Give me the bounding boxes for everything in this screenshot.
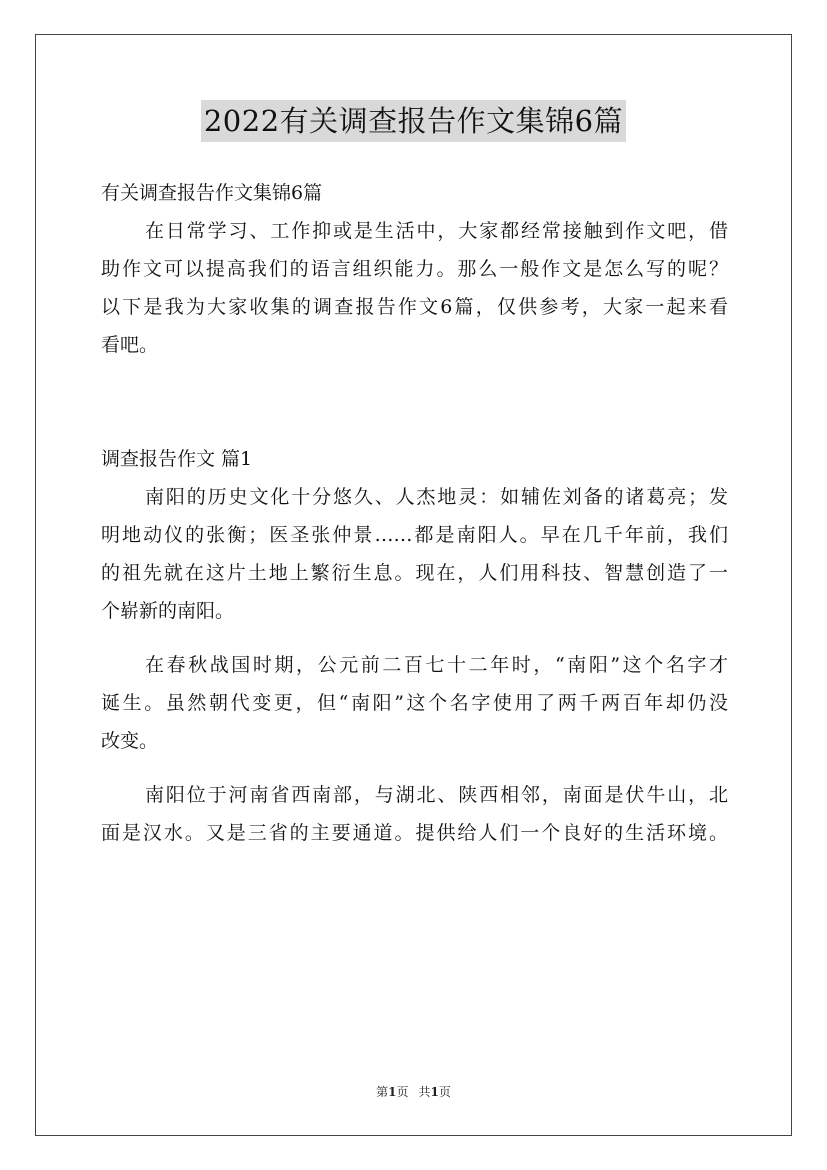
intro-paragraph bbox=[101, 212, 728, 364]
page-prefix: 第 bbox=[376, 1085, 389, 1099]
intro-line: 助作文可以提高我们的语言组织能力。那么一般作文是怎么写的呢？ bbox=[101, 258, 728, 280]
paragraph-line: 南阳的历史文化十分悠久、人杰地灵：如辅佐刘备的诸葛亮；发 bbox=[145, 486, 728, 508]
document-title: 2022有关调查报告作文集锦6篇 bbox=[201, 100, 626, 142]
paragraph-line: 的祖先就在这片土地上繁衍生息。现在，人们用科技、智慧创造了一 bbox=[101, 562, 728, 584]
paragraph-line: 面是汉水。又是三省的主要通道。提供给人们一个良好的生活环境。 bbox=[101, 822, 728, 844]
intro-line: 看吧。 bbox=[101, 334, 159, 356]
total-pages: 1 bbox=[430, 1085, 439, 1099]
paragraph-line: 明地动仪的张衡；医圣张仲景……都是南阳人。早在几千年前，我们 bbox=[101, 524, 728, 546]
page-number: 1 bbox=[388, 1085, 397, 1099]
total-suffix: 页 bbox=[438, 1085, 451, 1099]
page-footer bbox=[0, 1084, 827, 1100]
paragraph-1 bbox=[101, 478, 728, 630]
total-prefix: 共 bbox=[418, 1085, 431, 1099]
intro-line: 以下是我为大家收集的调查报告作文6篇，仅供参考，大家一起来看 bbox=[101, 296, 728, 318]
title-container bbox=[0, 100, 827, 142]
section-heading: 调查报告作文 篇1 bbox=[101, 448, 253, 470]
paragraph-2 bbox=[101, 646, 728, 760]
paragraph-line: 改变。 bbox=[101, 730, 159, 752]
paragraph-line: 在春秋战国时期，公元前二百七十二年时，“南阳”这个名字才 bbox=[145, 654, 728, 676]
paragraph-line: 诞生。虽然朝代变更，但“南阳”这个名字使用了两千两百年却仍没 bbox=[101, 692, 728, 714]
intro-line: 在日常学习、工作抑或是生活中，大家都经常接触到作文吧，借 bbox=[145, 220, 728, 242]
document-subtitle: 有关调查报告作文集锦6篇 bbox=[101, 182, 323, 204]
paragraph-line: 南阳位于河南省西南部，与湖北、陕西相邻，南面是伏牛山，北 bbox=[145, 784, 728, 806]
paragraph-3 bbox=[101, 776, 728, 852]
document-body bbox=[101, 174, 728, 852]
paragraph-line: 个崭新的南阳。 bbox=[101, 600, 235, 622]
page-suffix: 页 bbox=[396, 1085, 409, 1099]
